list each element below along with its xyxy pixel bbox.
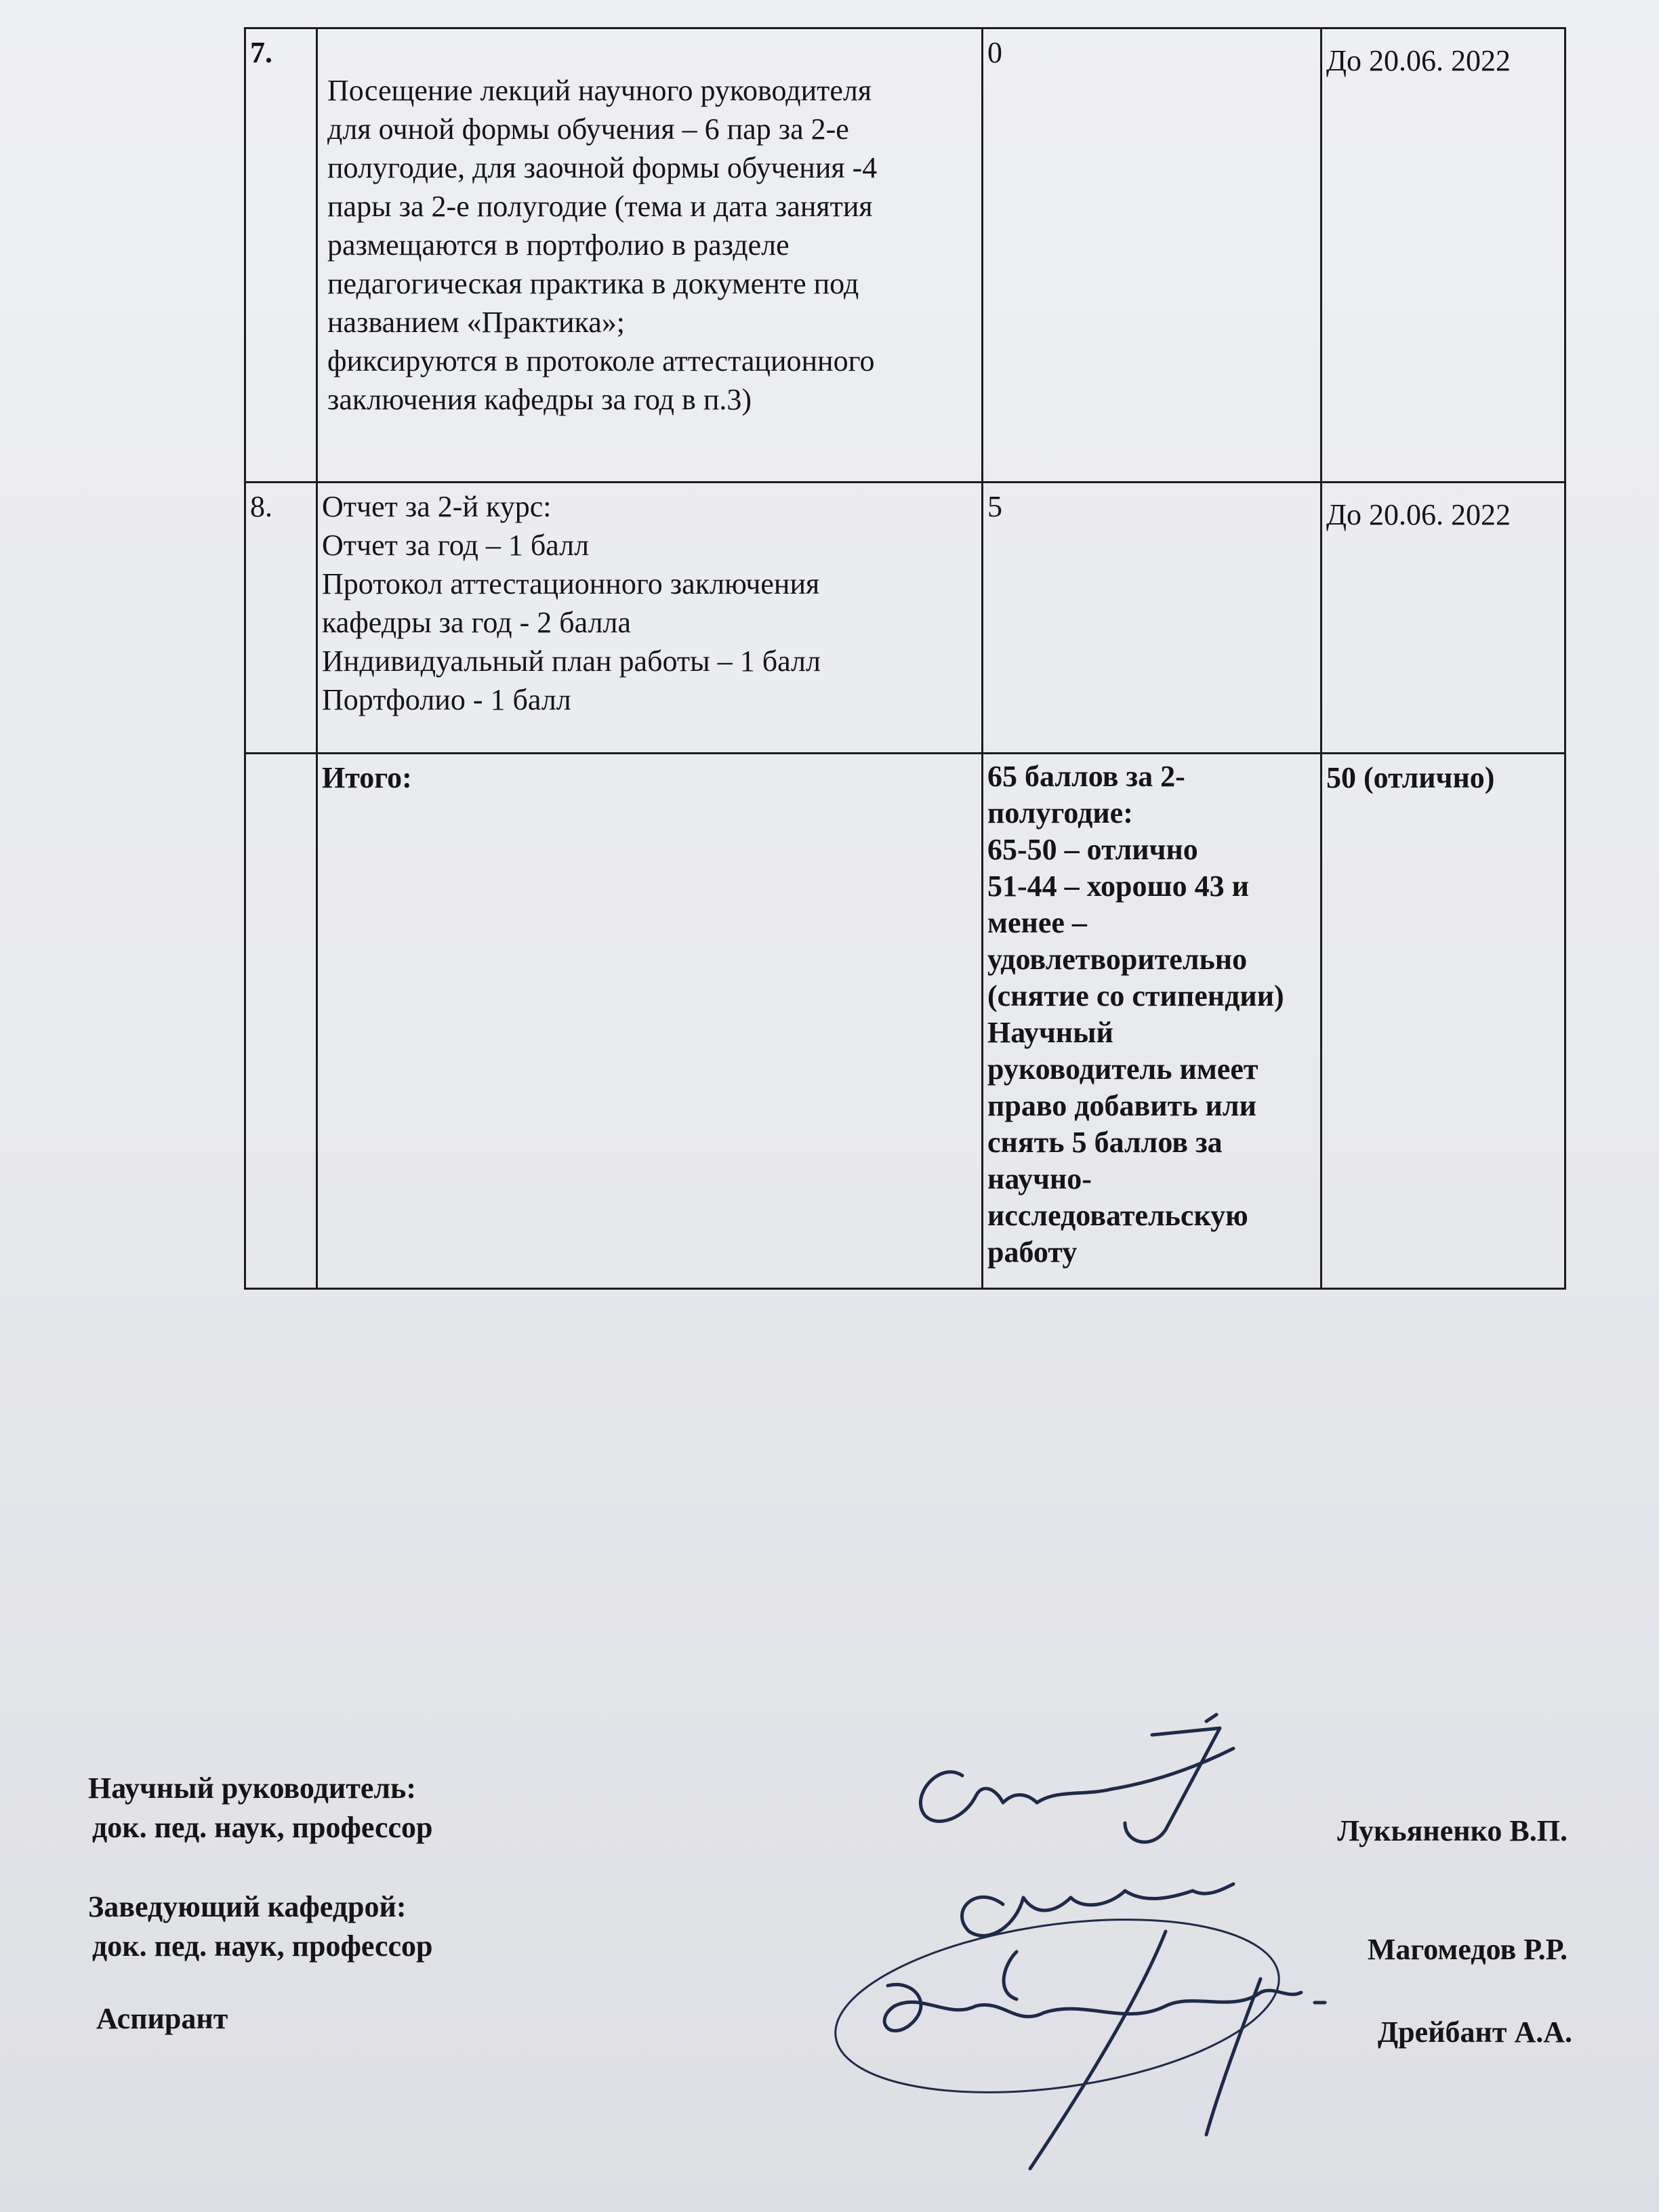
student-name: Дрейбант А.А. <box>1377 2015 1572 2049</box>
supervisor-title: док. пед. наук, профессор <box>92 1811 433 1844</box>
row-points: 0 <box>983 28 1322 483</box>
head-role: Заведующий кафедрой: <box>88 1890 407 1923</box>
row-description: Посещение лекций научного руководителя для очной формы обучения – 6 пар за 2-е полугодие, для заочной формы обучения -4 пары за 2-е полугодие (тема и дата занятия размещаются в портфолио в разделе педагогическая практика в документе под названием «Практика»; фиксируются в протоколе аттестационного заключения кафедры за год в п.3) <box>317 28 983 483</box>
student-role: Аспирант <box>96 2002 228 2035</box>
student-block <box>96 1999 228 2039</box>
supervisor-block <box>88 1769 433 1847</box>
row-number: 8. <box>245 483 317 754</box>
row-number: 7. <box>245 28 317 483</box>
total-result: 50 (отлично) <box>1322 754 1565 1289</box>
total-label: Итого: <box>317 754 983 1289</box>
supervisor-role: Научный руководитель: <box>88 1771 416 1805</box>
row-deadline: До 20.06. 2022 <box>1322 28 1565 483</box>
row-description: Отчет за 2-й курс: Отчет за год – 1 балл Протокол аттестационного заключения кафедры за год - 2 балла Индивидуальный план работы – 1 балл Портфолио - 1 балл <box>317 483 983 754</box>
row-points: 5 <box>983 483 1322 754</box>
head-block <box>88 1887 433 1966</box>
head-name: Магомедов Р.Р. <box>1367 1933 1568 1966</box>
supervisor-name: Лукьяненко В.П. <box>1337 1814 1568 1847</box>
table-row-7 <box>245 28 1565 483</box>
row-deadline: До 20.06. 2022 <box>1322 483 1565 754</box>
total-points: 65 баллов за 2- полугодие: 65-50 – отлично 51-44 – хорошо 43 и менее – удовлетворительно (снятие со стипендии) Научный руководитель имеет право добавить или снять 5 баллов за научно- исследовательскую работу <box>983 754 1322 1289</box>
head-title: док. пед. наук, профессор <box>92 1929 433 1963</box>
row-number-empty <box>245 754 317 1289</box>
table-row-8 <box>245 483 1565 754</box>
table-row-total <box>245 754 1565 1289</box>
plan-table <box>244 27 1566 1290</box>
